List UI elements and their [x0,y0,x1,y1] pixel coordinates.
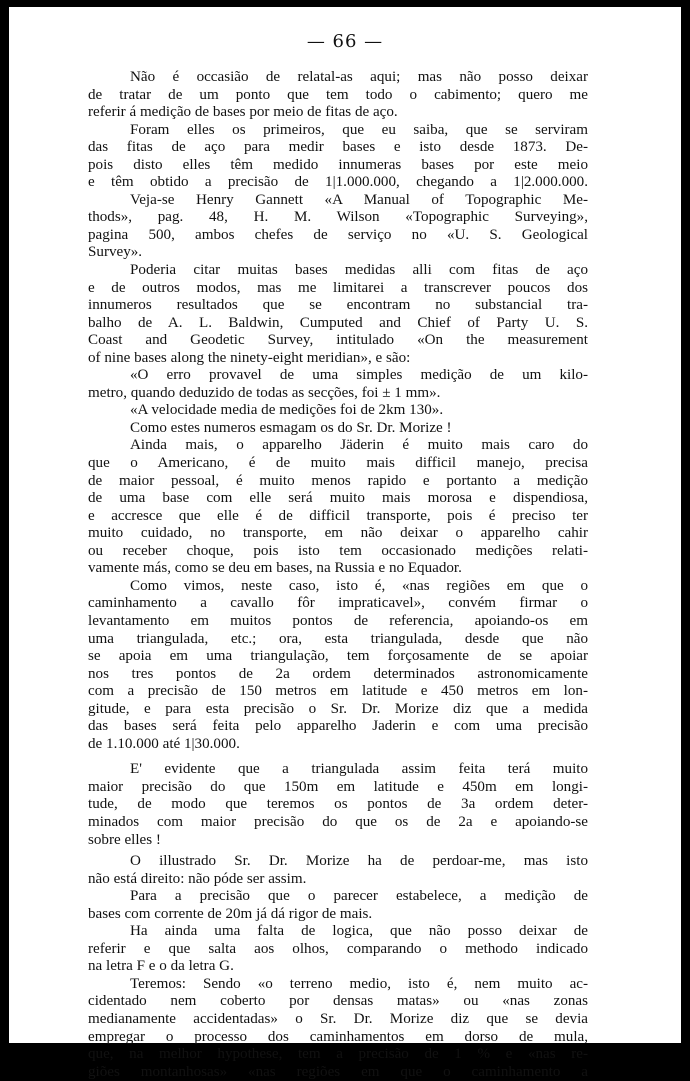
text-line: não está direito: não póde ser assim. [88,870,307,887]
text-line: com a precisão de 150 metros em latitude e 450 metros em lon- [88,683,588,700]
text-line: O illustrado Sr. Dr. Morize ha de perdoar-me, mas isto [130,853,588,870]
text-line: cidentado nem coberto por densas matas» ou «nas zonas [88,993,588,1010]
text-line: de 1.10.000 até 1|30.000. [88,735,240,752]
text-line: das bases será feita pelo apparelho Jaderin e com uma precisão [88,718,588,735]
text-line: pois disto elles têm medido innumeras bases por este meio [88,156,588,173]
text-line: bases com corrente de 20m já dá rigor de mais. [88,905,373,922]
text-line: tude, de modo que teremos os pontos de 3a ordem deter- [88,796,588,813]
text-line: minados com maior precisão do que os de 2a e apoiando-se [88,813,588,830]
text-line: medianamente accidentadas» o Sr. Dr. Morize diz que se devia [88,1010,588,1027]
text-line: E' evidente que a triangulada assim feita terá muito [130,761,588,778]
text-line: Ha ainda uma falta de logica, que não posso deixar de [130,923,588,940]
text-line: Teremos: Sendo «o terreno medio, isto é, nem muito ac- [130,975,588,992]
text-line: empregar o processo dos caminhamentos em dorso de mula, [88,1028,588,1045]
text-line: Como estes numeros esmagam os do Sr. Dr. Morize ! [130,419,452,436]
text-line: ou receber choque, pois isto tem occasionado medições relati- [88,542,588,559]
text-line: se apoia em uma triangulação, tem forçosamente de se apoiar [88,648,588,665]
text-line: nos tres pontos de 2a ordem determinados astronomicamente [88,665,588,682]
text-line: Coast and Geodetic Survey, intitulado «On the measurement [88,332,588,349]
text-line: muito cuidado, no transporte, em não deixar o apparelho cahir [88,525,588,542]
text-line: of nine bases along the ninety-eight meridian», e são: [88,349,411,366]
book-page [9,7,681,1080]
text-line: uma triangulada, etc.; ora, esta triangulada, desde que não [88,630,588,647]
text-line: thods», pag. 48, H. M. Wilson «Topographic Surveying», [88,209,588,226]
text-line: «O erro provavel de uma simples medição de um kilo- [130,367,588,384]
text-line: Poderia citar muitas bases medidas alli com fitas de aço [130,262,588,279]
text-line: vamente más, como se deu em bases, na Russia e no Equador. [88,560,462,577]
text-line: de uma base com elle será muito mais morosa e dispendiosa, [88,490,588,507]
text-line: sobre elles ! [88,831,161,848]
text-line: e têm obtido a precisão de 1|1.000.000, chegando a 1|2.000.000. [88,174,588,191]
text-line: de maior pessoal, é muito menos rapido e portanto a medição [88,472,588,489]
text-line: Survey». [88,244,143,261]
text-line: Ainda mais, o apparelho Jäderin é muito mais caro do [130,437,588,454]
text-line: na letra F e o da letra G. [88,958,234,975]
text-line: Para a precisão que o parecer estabelece, a medição de [130,888,588,905]
text-line: pagina 500, ambos chefes de serviço no «U. S. Geological [88,226,588,243]
text-line: caminhamento a cavallo fôr impraticavel», convém firmar o [88,595,588,612]
body-text [88,69,588,1081]
text-line: giões montanhosas» «nas regiões em que o caminhamento a [88,1063,588,1080]
text-line: de tratar de um ponto que tem todo o cabimento; quero me [88,86,588,103]
page-number: — 66 — [306,31,384,52]
text-line: Foram elles os primeiros, que eu saiba, que se serviram [130,121,588,138]
text-line: balho de A. L. Baldwin, Cumputed and Chief of Party U. S. [88,314,588,331]
text-line: Veja-se Henry Gannett «A Manual of Topographic Me- [130,191,588,208]
text-line: Como vimos, neste caso, isto é, «nas regiões em que o [130,577,588,594]
text-line: referir á medição de bases por meio de fitas de aço. [88,104,398,121]
text-line: innumeros resultados que se encontram no substancial tra- [88,297,588,314]
text-line: e accresce que elle é de difficil transporte, pois é preciso ter [88,507,588,524]
text-line: e de outros modos, mas me limitarei a transcrever poucos dos [88,279,588,296]
text-line: que o Americano, é de muito mais difficil manejo, precisa [88,455,588,472]
text-line: Não é occasião de relatal-as aqui; mas não posso deixar [130,69,588,85]
text-line: levantamento em muitos pontos de referencia, apoiando-os em [88,612,588,629]
text-line: maior precisão do que 150m em latitude e 450m em longi- [88,778,588,795]
text-line: gitude, e para esta precisão o Sr. Dr. Morize diz que a medida [88,700,588,717]
text-line: das fitas de aço para medir bases e isto desde 1873. De- [88,139,588,156]
text-line: que, na melhor hypothese, tem a precisão de 1 % e «nas re- [88,1046,588,1063]
text-line: «A velocidade media de medições foi de 2km 130». [130,402,444,419]
text-line: referir e que salta aos olhos, comparando o methodo indicado [88,940,588,957]
text-line: metro, quando deduzido de todas as secções, foi ± 1 mm». [88,384,441,401]
